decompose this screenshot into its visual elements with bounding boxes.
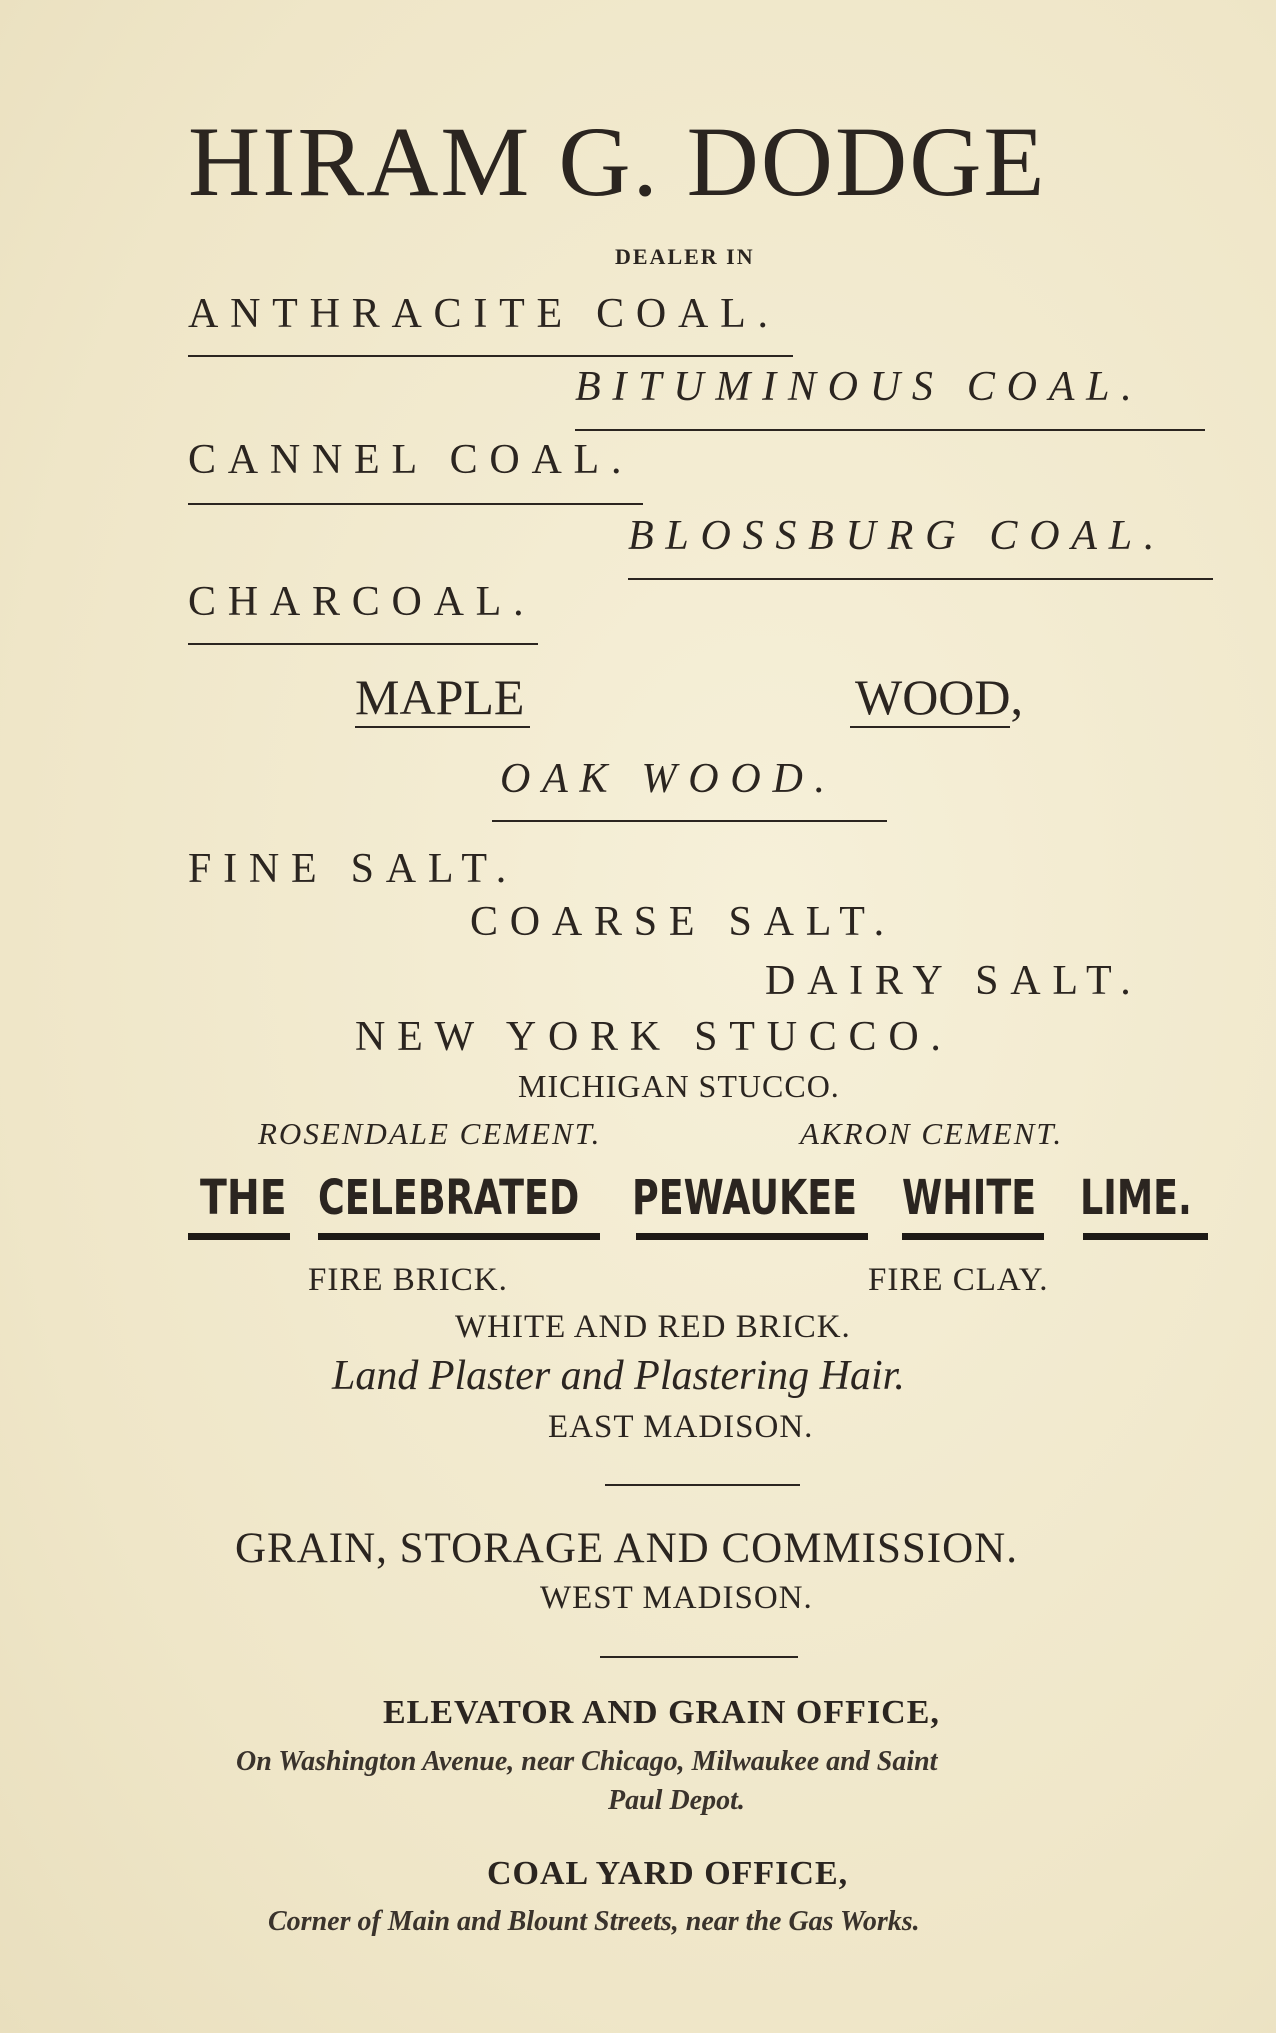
land-plaster: Land Plaster and Plastering Hair. (332, 1353, 905, 1399)
new-york-stucco: NEW YORK STUCCO. (355, 1014, 953, 1060)
lime-rule-1 (188, 1233, 290, 1240)
cannel-coal: CANNEL COAL. (188, 437, 634, 483)
blossburg-rule (628, 578, 1213, 580)
east-madison: EAST MADISON. (548, 1409, 814, 1445)
anthracite-coal: ANTHRACITE COAL. (188, 291, 780, 337)
coal-yard-office-address: Corner of Main and Blount Streets, near the Gas Works. (268, 1906, 920, 1937)
maple-label: MAPLE (355, 669, 525, 725)
lime-rule-3 (636, 1233, 868, 1240)
akron-cement: AKRON CEMENT. (800, 1116, 1064, 1151)
white-red-brick: WHITE AND RED BRICK. (455, 1309, 851, 1345)
wood-rule (850, 726, 1010, 728)
wood-label: WOOD, (855, 669, 1024, 725)
lime-rule-4 (902, 1233, 1044, 1240)
coal-yard-office-title: COAL YARD OFFICE, (487, 1855, 849, 1892)
bituminous-rule (575, 429, 1205, 431)
elevator-office-title: ELEVATOR AND GRAIN OFFICE, (383, 1694, 940, 1731)
cannel-rule (188, 503, 643, 505)
section-divider-1 (605, 1484, 800, 1486)
charcoal-rule (188, 643, 538, 645)
lime-rule-2 (318, 1233, 600, 1240)
anthracite-rule (188, 355, 793, 357)
fire-clay: FIRE CLAY. (868, 1262, 1049, 1298)
elevator-office-address-2: Paul Depot. (608, 1785, 745, 1816)
charcoal: CHARCOAL. (188, 579, 536, 625)
coarse-salt: COARSE SALT. (470, 899, 896, 945)
grain-storage-commission: GRAIN, STORAGE AND COMMISSION. (235, 1525, 1018, 1572)
michigan-stucco: MICHIGAN STUCCO. (518, 1068, 840, 1104)
fire-brick: FIRE BRICK. (308, 1262, 508, 1298)
dairy-salt: DAIRY SALT. (765, 958, 1143, 1004)
lime-word-lime: LIME. (1080, 1170, 1192, 1226)
lime-rule-5 (1083, 1233, 1208, 1240)
elevator-office-address-1: On Washington Avenue, near Chicago, Milwaukee and Saint (236, 1746, 938, 1777)
merchant-name: HIRAM G. DODGE (188, 106, 1047, 217)
lime-word-celebrated: CELEBRATED (318, 1170, 580, 1226)
blossburg-coal: BLOSSBURG COAL. (628, 513, 1167, 559)
rosendale-cement: ROSENDALE CEMENT. (258, 1116, 602, 1151)
dealer-in-label: DEALER IN (615, 244, 755, 269)
section-divider-2 (600, 1656, 798, 1658)
fine-salt: FINE SALT. (188, 846, 518, 892)
bituminous-coal: BITUMINOUS COAL. (575, 364, 1144, 410)
west-madison: WEST MADISON. (540, 1580, 813, 1616)
lime-word-pewaukee: PEWAUKEE (632, 1170, 858, 1226)
lime-word-white: WHITE (902, 1170, 1037, 1226)
maple-rule (355, 726, 530, 728)
oak-wood: OAK WOOD. (500, 756, 837, 802)
oak-rule (492, 820, 887, 822)
lime-word-the: THE (200, 1170, 287, 1226)
